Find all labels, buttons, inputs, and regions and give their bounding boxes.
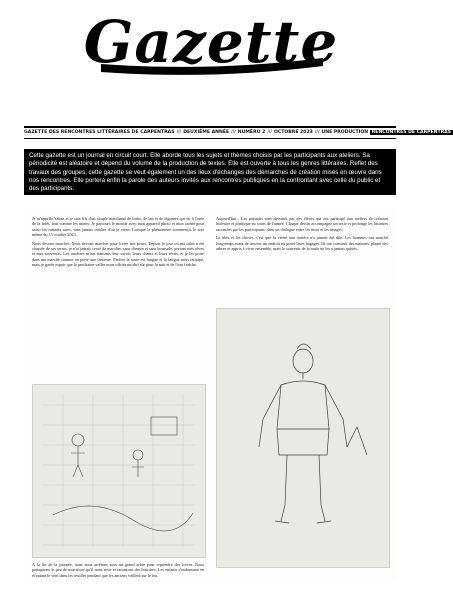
meta-publication: GAZETTE DES RENCONTRES LITTÉRAIRES DE CARPENTRAS [24,130,175,135]
left-column [32,216,204,271]
meta-issue: DEUXIÈME ANNÉE [183,130,230,135]
left-paragraph-1: Je m'appelle Yakan et je suis fils d'un simple marchand de fruits, de lait et de légumes qui vit à l'orée de la forêt, tout comme les miens. Je parcours le monde avec mon appareil photo et mon carnet pour saisir les instants rares, sans jamais oublier d'où je viens. Lorsque le phénomène commença, le soir même du 15 octobre 2023... [32,216,204,238]
figure-drawing-lines [217,309,389,567]
sketch-figure-drawing [216,308,390,568]
meta-tag: RENCONTRES DE CARPENTRAS [371,130,452,135]
meta-production: UNE PRODUCTION [321,130,369,135]
grid-drawing-lines [33,385,205,557]
left-paragraph-3: À la fin de la journée, nous nous arrêtons sous un grand arbre pour reprendre des forces. Nous partageons le peu de nourriture qu'il nous reste et racontons des histoires. Les enfants s'endorment en écoutant le vent dans les feuilles pendant que les anciens veillent sur le feu. [32,562,204,578]
masthead-logo [0,6,421,88]
meta-date: OCTOBRE 2023 [273,130,313,135]
right-paragraph-2: Le bleu et les choses, c'est que la vérité tout entière n'a jamais été dite. Les hommes ont marché longtemps avant de trouver un endroit où poser leurs bagages. Ils ont construit des maisons, planté des arbres et appris à vivre ensemble, mais le souvenir de la route ne les a jamais quittés. [216,235,388,252]
intro-box [24,149,396,195]
article-page [24,208,396,580]
meta-top-rule [24,126,396,128]
intro-text: Cette gazette est un journal en circuit court. Elle aborde tous les sujets et thèmes choisis par les participants aux ateliers. Sa périodicité est aléatoire et dépend du volume de la production de textes. Elle est ouverte à tous les genres littéraires. Reflet des travaux des groupes, cette gazette se veut également un des lieux d'échanges des démarches de création mises en œuvre dans nos rencontres. Elle portera enfin la parole des auteurs invités aux rencontres publiques en la confrontant avec celle du public et des participants. [29,152,382,193]
masthead-wordmark [61,6,361,88]
left-column-bottom [32,562,204,581]
left-paragraph-2: Nous devons marcher. Nous devons marcher pour livrer nos peurs. Depuis le jour où ma tribu a été chassée de ses terres, je n'ai jamais cessé de marcher, sans chemin et sans boussole, portant mes rêves et mes souvenirs. Les ancêtres m'ont transmis leur savoir, leurs chants et leurs récits, et je les porte dans ma marche comme on porte une lanterne. Parfois la route est longue et la fatigue nous rattrape, mais je garde espoir que la prochaine vallée nous offrira un abri sûr pour la nuit et de l'eau fraîche. [32,240,204,268]
meta-number: NUMÉRO 2 [237,130,266,135]
meta-bottom-rule [24,138,396,139]
right-paragraph-1: Aujourd'hui... Les portraits sont dessinés par des élèves qui ont participé aux ateliers de création littéraire et plastique au cours de l'année. Chaque dessin accompagne un texte et prolonge les histoires racontées par les participants, dans un dialogue entre les mots et les images. [216,216,388,232]
right-column [216,216,388,254]
masthead-title: Gazette [83,8,338,76]
meta-line: GAZETTE DES RENCONTRES LITTÉRAIRES DE CARPENTRAS /// DEUXIÈME ANNÉE /// NUMÉRO 2 /// OCTOBRE 2023 /// UNE PRODUCTION RENCONTRES DE CARPENTRAS [24,130,452,135]
sketch-grid-drawing [32,384,206,558]
